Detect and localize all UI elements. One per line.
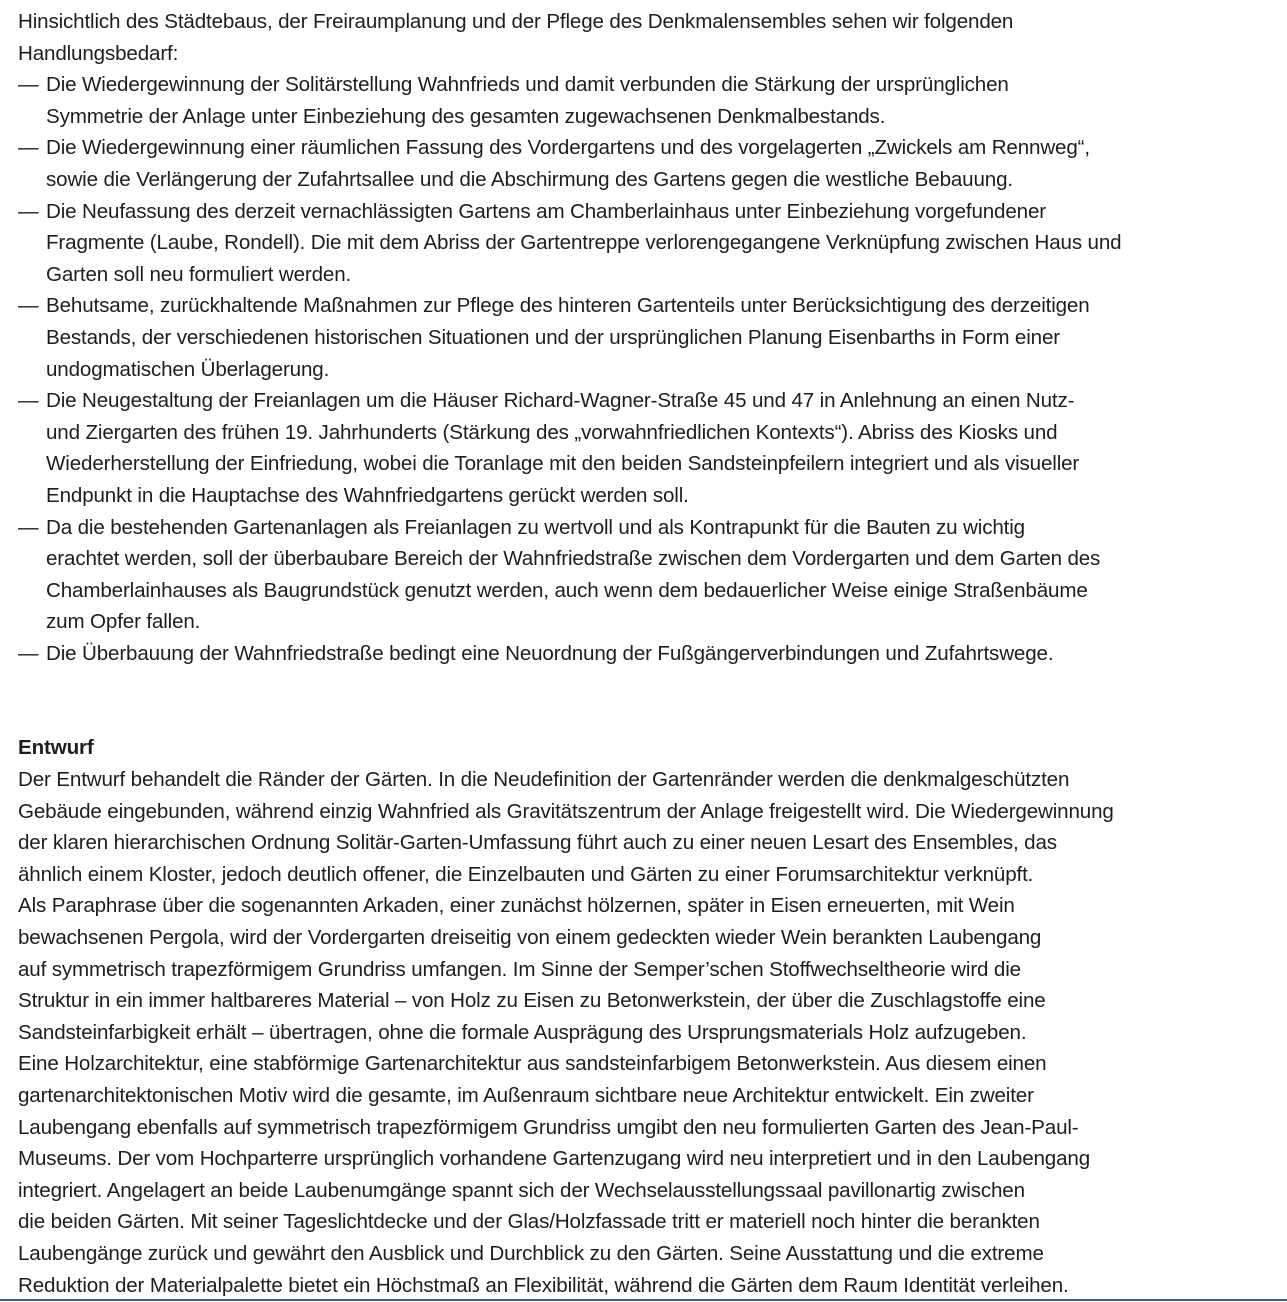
body-line: Struktur in ein immer haltbareres Material – von Holz zu Eisen zu Betonwerkstein, der über die Zuschlagstoffe eine <box>18 989 1046 1013</box>
body-line: Reduktion der Materialpalette bietet ein Höchstmaß an Flexibilität, während die Gärten dem Raum Identität verleihen. <box>18 1273 1069 1297</box>
body-line: gartenarchitektonischen Motiv wird die gesamte, im Außenraum sichtbare neue Architektur entwickelt. Ein zweiter <box>18 1084 1034 1107</box>
list-item-line: undogmatischen Überlagerung. <box>46 357 330 381</box>
document-page <box>18 6 1280 1301</box>
body-line: integriert. Angelagert an beide Laubenumgänge spannt sich der Wechselausstellungssaal pavillonartig zwischen <box>18 1178 1025 1202</box>
dash-bullet: — <box>18 73 39 97</box>
list-item-line: Endpunkt in die Hauptachse des Wahnfriedgartens gerückt werden soll. <box>46 483 689 507</box>
list-item-line: und Ziergarten des frühen 19. Jahrhunderts (Stärkung des „vorwahnfriedlichen Kontexts“). Abriss des Kiosks und <box>46 420 1058 444</box>
body-line: Museums. Der vom Hochparterre ursprünglich vorhandene Gartenzugang wird neu interpretiert und in den Laubengang <box>18 1147 1091 1171</box>
bottom-rule <box>0 1299 1287 1301</box>
list-item <box>18 132 1280 195</box>
list-item-line: Behutsame, zurückhaltende Maßnahmen zur Pflege des hinteren Gartenteils unter Berücksichtigung des derzeitigen <box>46 294 1090 318</box>
body-line: bewachsenen Pergola, wird der Vordergarten dreiseitig von einem gedeckten wieder Wein berankten Laubengang <box>18 926 1042 950</box>
intro-line: Hinsichtlich des Städtebaus, der Freiraumplanung und der Pflege des Denkmalensembles sehen wir folgenden <box>18 10 1014 33</box>
list-item-line: sowie die Verlängerung der Zufahrtsallee und die Abschirmung des Gartens gegen die westliche Bebauung. <box>46 167 1013 191</box>
body-line: Gebäude eingebunden, während einzig Wahnfried als Gravitätszentrum der Anlage freigestellt wird. Die Wiedergewinnung <box>18 799 1114 823</box>
body-line: der klaren hierarchischen Ordnung Solitär-Garten-Umfassung führt auch zu einer neuen Lesart des Ensembles, das <box>18 831 1057 855</box>
body-line: ähnlich einem Kloster, jedoch deutlich offener, die Einzelbauten und Gärten zu einer Forumsarchitektur verknüpft. <box>18 862 1034 886</box>
dash-bullet: — <box>18 641 39 665</box>
dash-bullet: — <box>18 199 39 223</box>
body-paragraph <box>18 764 1280 1301</box>
list-item-line: Die Neufassung des derzeit vernachlässigten Gartens am Chamberlainhaus unter Einbeziehung vorgefundener <box>46 199 1046 223</box>
list-item-line: Die Wiedergewinnung der Solitärstellung Wahnfrieds und damit verbunden die Stärkung der ursprünglichen <box>46 73 1009 97</box>
list-item-line: Bestands, der verschiedenen historischen Situationen und der ursprünglichen Planung Eisenbarths in Form einer <box>46 325 1060 349</box>
dash-bullet: — <box>18 515 39 539</box>
list-item-line: Die Wiedergewinnung einer räumlichen Fassung des Vordergartens und des vorgelagerten „Zwickels am Rennweg“, <box>46 136 1090 160</box>
body-line: die beiden Gärten. Mit seiner Tageslichtdecke und der Glas/Holzfassade tritt er materiell noch hinter die berankten <box>18 1210 1040 1234</box>
list-item-line: Symmetrie der Anlage unter Einbeziehung des gesamten zugewachsenen Denkmalbestands. <box>46 104 886 128</box>
list-item-line: Die Neugestaltung der Freianlagen um die Häuser Richard-Wagner-Straße 45 und 47 in Anlehnung an einen Nutz- <box>46 389 1075 413</box>
intro-line: Handlungsbedarf: <box>18 41 179 65</box>
body-line: Als Paraphrase über die sogenannten Arkaden, einer zunächst hölzernen, später in Eisen erneuerten, mit Wein <box>18 894 1015 918</box>
list-item-line: Wiederherstellung der Einfriedung, wobei die Toranlage mit den beiden Sandsteinpfeilern integriert und als visueller <box>46 452 1080 476</box>
list-item-line: zum Opfer fallen. <box>46 610 201 634</box>
list-item <box>18 385 1280 511</box>
list-item-line: Fragmente (Laube, Rondell). Die mit dem Abriss der Gartentreppe verlorengegangene Verknüpfung zwischen Haus und <box>46 231 1122 255</box>
dash-bullet: — <box>18 389 39 413</box>
list-item-line: Da die bestehenden Gartenanlagen als Freianlagen zu wertvoll und als Kontrapunkt für die Bauten zu wichtig <box>46 515 1025 539</box>
needs-list <box>18 69 1280 669</box>
list-item <box>18 69 1280 132</box>
list-item-line: erachtet werden, soll der überbaubare Bereich der Wahnfriedstraße zwischen dem Vordergarten und dem Garten des <box>46 547 1101 571</box>
body-line: Laubengang ebenfalls auf symmetrisch trapezförmigem Grundriss umgibt den neu formulierten Garten des Jean-Paul- <box>18 1115 1079 1139</box>
dash-bullet: — <box>18 136 39 160</box>
list-item <box>18 196 1280 291</box>
body-line: Eine Holzarchitektur, eine stabförmige Gartenarchitektur aus sandsteinfarbigem Betonwerkstein. Aus diesem einen <box>18 1052 1047 1076</box>
list-item-line: Garten soll neu formuliert werden. <box>46 262 352 286</box>
body-line: Sandsteinfarbigkeit erhält – übertragen, ohne die formale Ausprägung des Ursprungsmaterials Holz aufzugeben. <box>18 1020 1027 1044</box>
list-item <box>18 638 1280 670</box>
list-item <box>18 512 1280 638</box>
body-line: Laubengänge zurück und gewährt den Ausblick und Durchblick zu den Gärten. Seine Ausstattung und die extreme <box>18 1241 1044 1265</box>
list-item <box>18 290 1280 385</box>
list-item-line: Chamberlainhauses als Baugrundstück genutzt werden, auch wenn dem bedauerlicher Weise einige Straßenbäume <box>46 578 1088 602</box>
body-line: Der Entwurf behandelt die Ränder der Gärten. In die Neudefinition der Gartenränder werden die denkmalgeschützten <box>18 768 1070 792</box>
body-line: auf symmetrisch trapezförmigem Grundriss umfangen. Im Sinne der Semper’schen Stoffwechseltheorie wird die <box>18 957 1021 981</box>
intro-paragraph <box>18 6 1280 69</box>
list-item-line: Die Überbauung der Wahnfriedstraße bedingt eine Neuordnung der Fußgängerverbindungen und Zufahrtswege. <box>46 641 1054 665</box>
dash-bullet: — <box>18 294 39 318</box>
section-heading: Entwurf <box>18 736 94 760</box>
